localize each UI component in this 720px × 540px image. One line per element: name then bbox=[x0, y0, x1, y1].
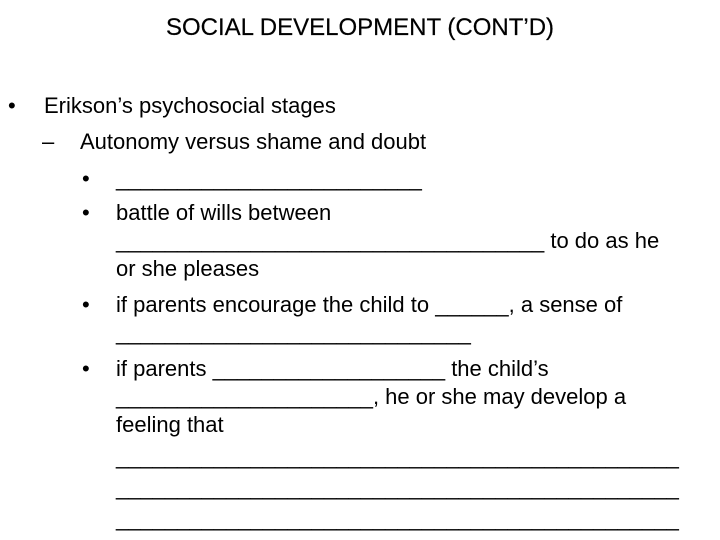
bullet-icon: • bbox=[82, 356, 90, 381]
bullet-icon: • bbox=[82, 166, 90, 191]
level2-text: Autonomy versus shame and doubt bbox=[80, 129, 427, 154]
item-text: if parents ___________________ the child’s bbox=[116, 356, 549, 381]
bullet-icon: • bbox=[8, 93, 16, 118]
blank-line: ______________________________________________ bbox=[116, 506, 679, 531]
item-text: if parents encourage the child to ______, a sense of bbox=[116, 292, 623, 317]
item-text: _____________________, he or she may develop a bbox=[116, 384, 627, 409]
dash-icon: – bbox=[42, 129, 55, 154]
blank-line: _________________________ bbox=[116, 166, 422, 191]
bullet-icon: • bbox=[82, 292, 90, 317]
item-text: battle of wills between bbox=[116, 200, 332, 225]
slide-title: SOCIAL DEVELOPMENT (CONT’D) bbox=[165, 14, 555, 41]
item-text: feeling that bbox=[116, 412, 224, 437]
item-text: or she pleases bbox=[116, 256, 260, 281]
level1-text: Erikson’s psychosocial stages bbox=[44, 93, 336, 118]
bullet-icon: • bbox=[82, 200, 90, 225]
blank-line: _____________________________ bbox=[116, 320, 471, 345]
blank-line: ______________________________________________ bbox=[116, 444, 679, 469]
item-text: ___________________________________ to do as he bbox=[116, 228, 660, 253]
blank-line: ______________________________________________ bbox=[116, 475, 679, 500]
